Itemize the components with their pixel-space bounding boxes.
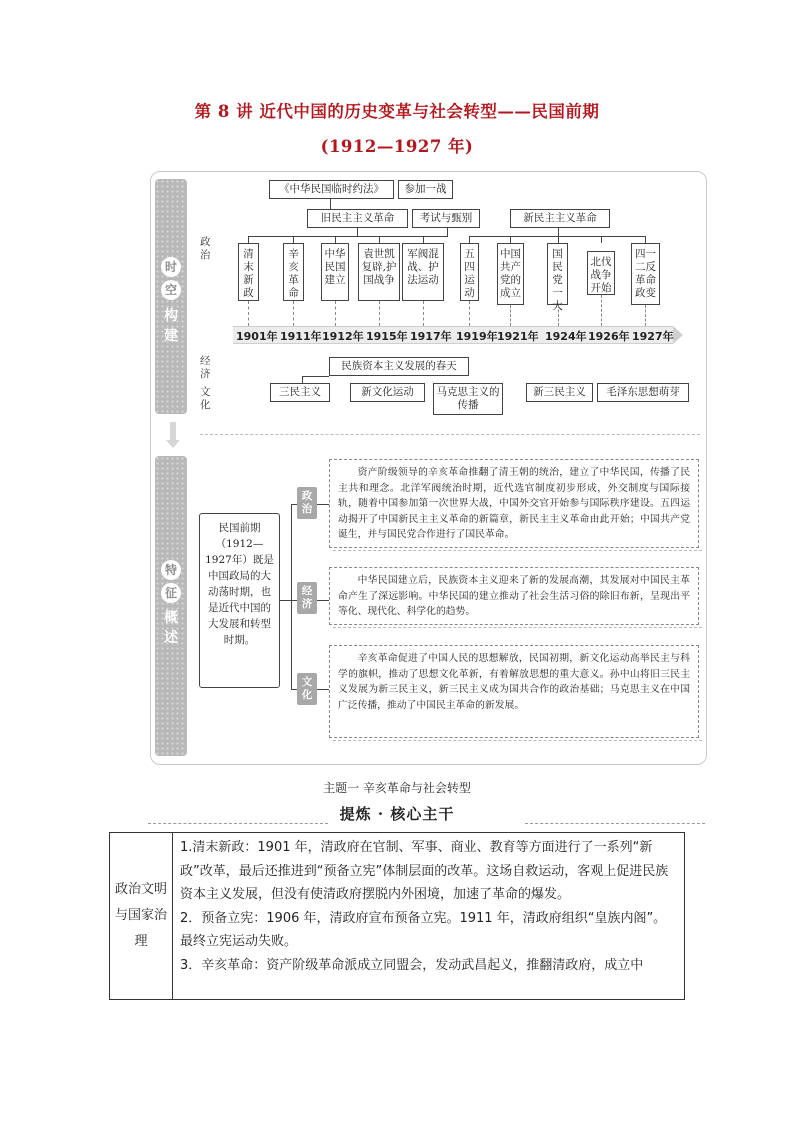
year-label: 1917年 bbox=[410, 330, 452, 343]
year-label: 1924年 bbox=[545, 330, 587, 343]
connector bbox=[248, 236, 249, 243]
economy-box: 民族资本主义发展的春天 bbox=[329, 357, 469, 376]
heading-rule-left bbox=[148, 823, 328, 824]
constitution-box: 《中华民国临时约法》 bbox=[269, 180, 394, 199]
year-label: 1919年 bbox=[456, 330, 498, 343]
connector bbox=[302, 376, 329, 377]
page-subtitle: (1912—1927 年) bbox=[320, 137, 474, 156]
topic-subtitle: 主题一 辛亥革命与社会转型 bbox=[323, 781, 471, 795]
drop-line bbox=[423, 301, 424, 326]
culture-box: 三民主义 bbox=[270, 383, 330, 402]
event-box: 国民党一大 bbox=[547, 243, 568, 305]
section-char-2: 空 bbox=[161, 280, 181, 300]
connector bbox=[280, 600, 291, 601]
year-label: 1911年 bbox=[280, 330, 322, 343]
branch-tag-economy: 经济 bbox=[297, 582, 317, 614]
branch-tag-culture: 文化 bbox=[297, 673, 317, 705]
drop-line bbox=[293, 301, 294, 326]
summary-box: 民国前期（1912—1927年）既是中国政局的大动荡时期，也是近代中国的大发展和转型时期。 bbox=[199, 513, 280, 688]
year-label: 1912年 bbox=[322, 330, 364, 343]
section-char-8: 述 bbox=[164, 630, 178, 646]
event-box: 中华民国建立 bbox=[321, 243, 349, 301]
branch-detail-economy: 中华民国建立后，民族资本主义迎来了新的发展高潮，其发展对中国民主革命产生了深远影响。中华民国的建立推动了社会生活习俗的除旧布新，呈现出平等化、现代化、科学化的趋势。 bbox=[329, 567, 699, 625]
core-table bbox=[109, 832, 685, 1000]
year-label: 1915年 bbox=[366, 330, 408, 343]
section-divider bbox=[200, 434, 700, 435]
culture-box: 新三民主义 bbox=[526, 383, 593, 402]
drop-line bbox=[469, 301, 470, 326]
connector bbox=[335, 236, 336, 243]
connector bbox=[379, 236, 380, 243]
event-box: 军阀混战、护法运动 bbox=[402, 243, 444, 301]
section-char-7: 概 bbox=[164, 610, 178, 626]
table-category: 政治文明与国家治理 bbox=[110, 833, 173, 999]
section-char-1: 时 bbox=[161, 257, 181, 277]
year-label: 1927年 bbox=[632, 330, 674, 343]
section-char-4: 建 bbox=[164, 328, 178, 344]
drop-line bbox=[379, 301, 380, 326]
new-bracket bbox=[469, 236, 645, 237]
culture-box: 马克思主义的传播 bbox=[433, 383, 503, 415]
event-box: 五四运动 bbox=[460, 243, 479, 301]
row-label-culture: 文化 bbox=[200, 386, 211, 411]
row-label-politics: 政治 bbox=[200, 236, 211, 261]
new-revolution-box: 新民主主义革命 bbox=[510, 209, 610, 228]
connector bbox=[558, 236, 559, 243]
drop-line bbox=[645, 305, 646, 326]
connector bbox=[317, 689, 329, 690]
table-item-3: 3．辛亥革命：资产阶级革命派成立同盟会，发动武昌起义，推翻清政府，成立中 bbox=[180, 957, 644, 973]
row-label-economy: 经济 bbox=[200, 355, 211, 380]
old-bracket bbox=[248, 236, 447, 237]
old-revolution-box: 旧民主主义革命 bbox=[307, 209, 408, 228]
connector bbox=[302, 376, 303, 383]
year-label: 1926年 bbox=[588, 330, 630, 343]
table-item-2: 2．预备立宪：1906 年，清政府宣布预备立宪。1911 年，清政府组织“皇族内阁”。最终立宪运动失败。 bbox=[180, 910, 667, 949]
event-box: 中国共产党的成立 bbox=[497, 243, 524, 305]
drop-line bbox=[335, 301, 336, 326]
connector bbox=[293, 236, 294, 243]
topic-heading: 提炼 · 核心主干 bbox=[339, 805, 455, 823]
connector bbox=[469, 236, 470, 243]
ww1-box: 参加一战 bbox=[398, 180, 453, 199]
section-char-6: 征 bbox=[161, 583, 181, 603]
drop-line bbox=[510, 305, 511, 326]
table-item-1: 1.清末新政：1901 年，清政府在官制、军事、商业、教育等方面进行了一系列“新政”改革，最后还推进到“预备立宪”体制层面的改革。这场自救运动，客观上促进民族资本主义发展，但没有使清政府摆脱内外困境，加速了革命的爆发。 bbox=[180, 840, 669, 902]
connector bbox=[447, 228, 448, 237]
branch-detail-culture: 辛亥革命促进了中国人民的思想解放，民国初期，新文化运动高举民主与科学的旗帜，推动了思想文化革新，有着解放思想的重大意义。孙中山将旧三民主义发展为新三民主义，新三民主义成为国共合作的政治基础；马克思主义在中国广泛传播，推动了中国民主革命的新发展。 bbox=[329, 645, 699, 738]
connector bbox=[317, 600, 329, 601]
event-box: 袁世凯复辟,护国战争 bbox=[358, 243, 400, 301]
event-box: 北伐战争开始 bbox=[587, 251, 615, 295]
culture-box: 毛泽东思想萌芽 bbox=[597, 383, 689, 402]
year-label: 1921年 bbox=[497, 330, 539, 343]
drop-line bbox=[558, 305, 559, 326]
event-box: 清末新政 bbox=[238, 243, 259, 301]
culture-box: 新文化运动 bbox=[350, 383, 425, 402]
drop-line bbox=[248, 301, 249, 326]
heading-rule-right bbox=[525, 823, 705, 824]
page-title: 第 8 讲 近代中国的历史变革与社会转型——民国前期 bbox=[194, 102, 600, 121]
branch-tag-politics: 政治 bbox=[297, 487, 317, 519]
timeline-arrow-icon bbox=[673, 326, 683, 344]
branch-detail-politics: 资产阶级领导的辛亥革命推翻了清王朝的统治，建立了中华民国，传播了民主共和理念。北洋军阀统治时期，近代选官制度初步形成，外交制度与国际接轨，随着中国参加第一次世界大战，中国外交官开始参与国际秩序建设。五四运动揭开了中国新民主主义革命的新篇章，新民主主义革命由此开始；中国共产党诞生，并与国民党合作进行了国民革命。 bbox=[329, 459, 699, 548]
connector bbox=[558, 228, 559, 236]
connector bbox=[645, 236, 646, 243]
table-content bbox=[174, 833, 684, 977]
section-bar-features bbox=[155, 456, 187, 756]
connector bbox=[357, 228, 358, 236]
section-char-3: 构 bbox=[164, 308, 178, 324]
connector bbox=[423, 236, 424, 243]
year-label: 1901年 bbox=[236, 330, 278, 343]
event-box: 四一二反革命政变 bbox=[631, 243, 660, 305]
down-arrow-icon bbox=[166, 422, 180, 448]
event-box: 辛亥革命 bbox=[283, 243, 304, 301]
connector bbox=[601, 236, 602, 243]
branch-spine bbox=[291, 504, 292, 689]
drop-line bbox=[601, 295, 602, 326]
connector bbox=[510, 236, 511, 243]
connector bbox=[317, 504, 329, 505]
connector bbox=[330, 199, 331, 209]
section-char-5: 特 bbox=[161, 560, 181, 580]
trial-box: 考试与甄别 bbox=[412, 209, 480, 228]
